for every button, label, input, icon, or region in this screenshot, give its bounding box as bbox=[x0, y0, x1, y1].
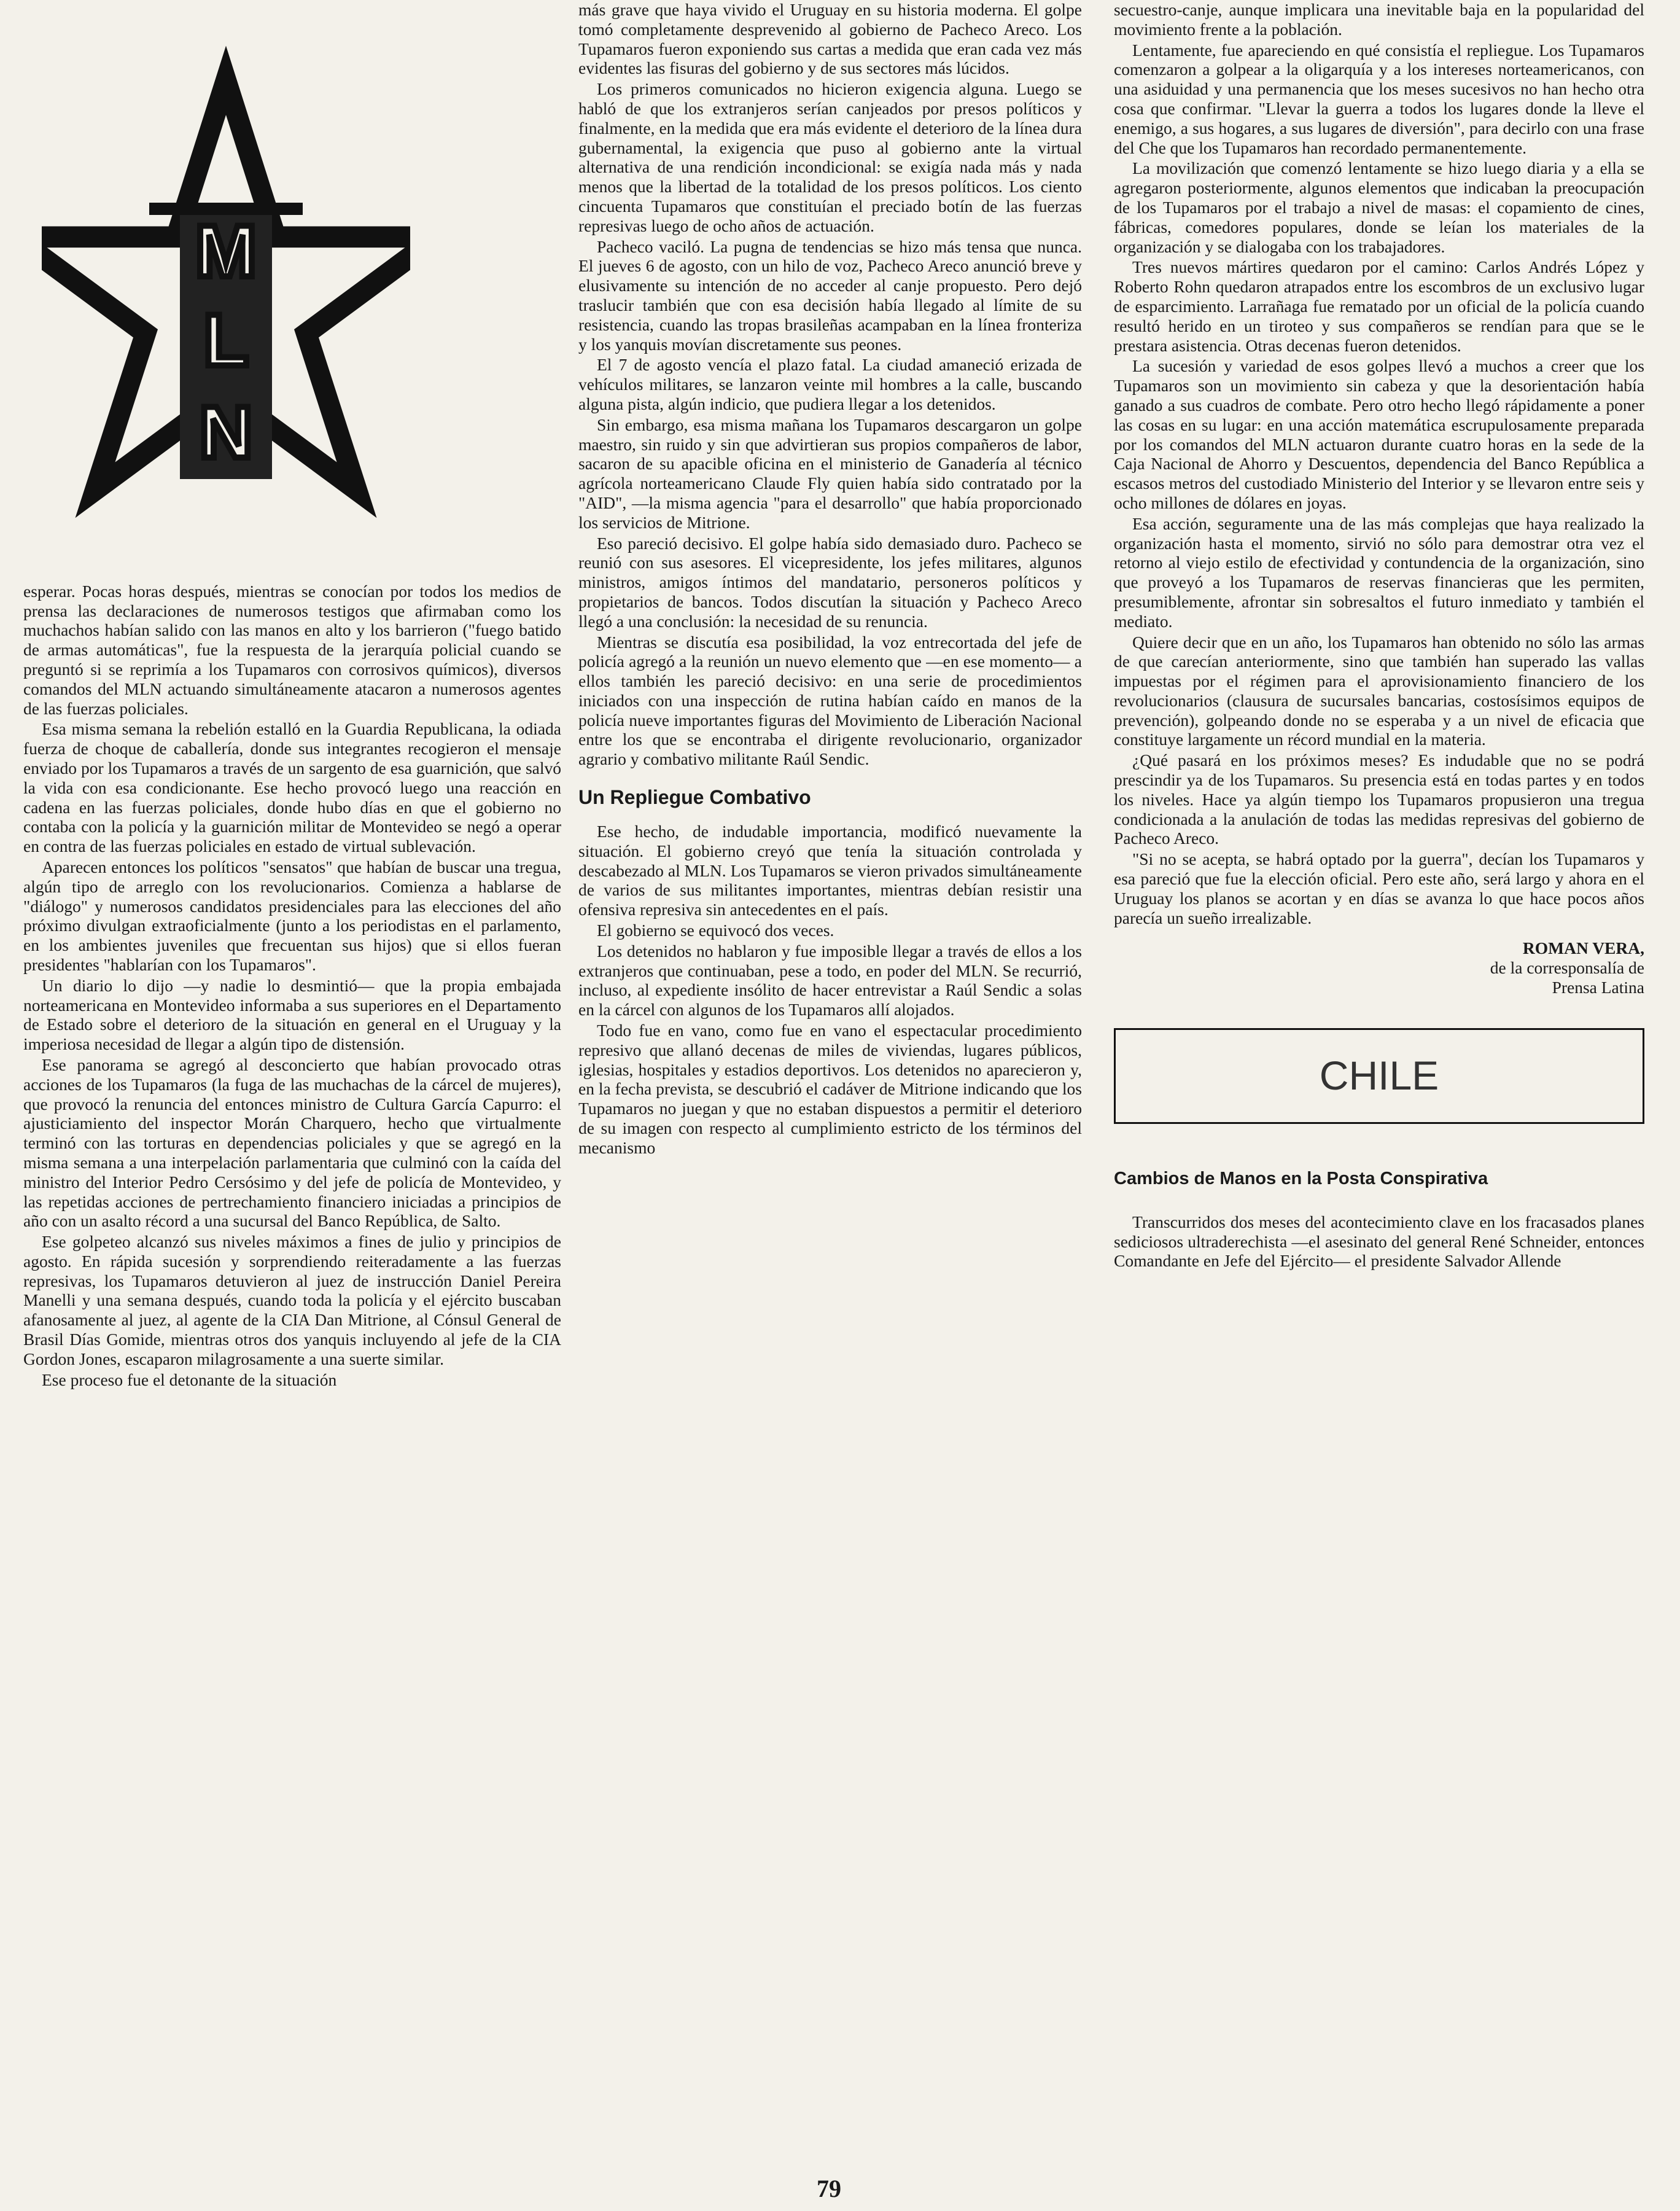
paragraph: más grave que haya vivido el Uruguay en su historia moderna. El golpe tomó completamente desprevenido al gobierno de Pacheco Areco. Los Tupamaros fueron exponiendo sus cartas a medida que eran cada vez más evidentes las fisuras del gobierno y de sus sectores más lúcidos. bbox=[578, 0, 1082, 78]
paragraph: Mientras se discutía esa posibilidad, la voz entrecortada del jefe de policía agregó a la reunión un nuevo elemento que —en ese momento— a ellos también les pareció decisivo: en una serie de procedimientos iniciados con una inspección de rutina habían caído en manos de la policía nueve importantes figuras del Movimiento de Liberación Nacional entre los que se encontraba el dirigente revolucionario, organizador agrario y combativo militante Raúl Sendic. bbox=[578, 632, 1082, 769]
section-box-chile: CHILE bbox=[1114, 1028, 1644, 1124]
page-number: 79 bbox=[817, 2175, 841, 2202]
paragraph: La movilización que comenzó lentamente se hizo luego diaria y a ella se agregaron posteriormente, algunos elementos que indicaban la preocupación de los Tupamaros por el trabajo a nivel de masas: el copamiento de cines, fábricas, comedores populares, donde se leían los materiales de la organización y se dialogaba con los trabajadores. bbox=[1114, 158, 1644, 256]
paragraph: Lentamente, fue apareciendo en qué consistía el repliegue. Los Tupamaros comenzaron a golpear a la oligarquía y a los intereses norteamericanos, con una asiduidad y una permanencia que los meses sucesivos no han hecho otra cosa que confirmar. "Llevar la guerra a todos los lugares donde la lleve el enemigo, a sus hogares, a sus lugares de diversión", para decirlo con una frase del Che que los Tupamaros han recordado permanentemente. bbox=[1114, 40, 1644, 157]
paragraph: Aparecen entonces los políticos "sensatos" que habían de buscar una tregua, algún tipo de arreglo con los revolucionarios. Comienza a hablarse de "diálogo" y numerosos candidatos presidenciales para las elecciones del año próximo divulgan extraoficialmente (junto a los periodistas en el parlamento, en los ambientes juveniles que frecuentan sus hijos) que si ellos fueran presidentes "hablarían con los Tupamaros". bbox=[23, 857, 561, 974]
paragraph: El 7 de agosto vencía el plazo fatal. La ciudad amaneció erizada de vehículos militares, se lanzaron veinte mil hombres a la calle, buscando alguna pista, algún indicio, que pudiera llegar a los detenidos. bbox=[578, 355, 1082, 413]
signature-author: ROMAN VERA, bbox=[1522, 938, 1644, 958]
chile-subheading: Cambios de Manos en la Posta Conspirativa bbox=[1114, 1168, 1488, 1188]
article-column-2 bbox=[578, 0, 1082, 2119]
paragraph: La sucesión y variedad de esos golpes llevó a muchos a creer que los Tupamaros son un movimiento sin cabeza y que la desorientación había ganado a sus cuadros de combate. Pero otro hecho llegó rápidamente a poner las cosas en su lugar: en una acción matemática escrupulosamente preparada por los comandos del MLN actuaron durante cuatro horas en la sede de la Caja Nacional de Ahorro y Descuentos, dependencia del Banco República a escasos metros del custodiado Ministerio del Interior y se llevaron entre seis y ocho millones de dólares en joyas. bbox=[1114, 356, 1644, 512]
paragraph: Transcurridos dos meses del acontecimiento clave en los fracasados planes sediciosos ultraderechista —el asesinato del general René Schneider, entonces Comandante en Jefe del Ejército— el presidente Salvador Allende bbox=[1114, 1212, 1644, 1271]
paragraph: Ese hecho, de indudable importancia, modificó nuevamente la situación. El gobierno creyó que tenía la situación controlada y descabezado al MLN. Los Tupamaros se vieron privados simultáneamente de varios de sus militantes importantes, mientras debían resistir una ofensiva represiva sin antecedentes en el país. bbox=[578, 822, 1082, 919]
article-column-3 bbox=[1114, 0, 1644, 2119]
paragraph: ¿Qué pasará en los próximos meses? Es indudable que no se podrá prescindir ya de los Tupamaros. Su presencia está en todas partes y en todos los niveles. Hace ya algún tiempo los Tupamaros propusieron una tregua condicionada a la anulación de todas las medidas represivas del gobierno de Pacheco Areco. bbox=[1114, 751, 1644, 848]
paragraph: Pacheco vaciló. La pugna de tendencias se hizo más tensa que nunca. El jueves 6 de agosto, con un hilo de voz, Pacheco Areco anunció breve y elusivamente su intención de no acceder al canje propuesto. Pero dejó traslucir también que con esa decisión había llegado al límite de su resistencia, cuando las tropas brasileñas acampaban en la línea fronteriza y los yanquis movían discretamente sus peones. bbox=[578, 236, 1082, 354]
paragraph: Esa misma semana la rebelión estalló en la Guardia Republicana, la odiada fuerza de choque de caballería, donde sus integrantes recogieron el mensaje enviado por los Tupamaros a través de un sargento de esa guarnición, que salvó la vida con esa condicionante. Ese hecho provocó luego una reacción en cadena en las fuerzas policiales, donde hubo días en que el gobierno no contaba con la policía y la guarnición militar de Montevideo se negó a operar en contra de las fuerzas policiales en estado de virtual sublevación. bbox=[23, 719, 561, 856]
signature-affiliation: de la corresponsalía de bbox=[1490, 958, 1644, 978]
emblem-letter-m: M bbox=[195, 210, 257, 292]
paragraph: Sin embargo, esa misma mañana los Tupamaros descargaron un golpe maestro, sin ruido y sin que advirtieran sus propios compañeros de labor, sacaron de su apacible oficina en el ministerio de Ganadería al técnico agrícola norteamericano Claude Fly quien había sido contratado por la "AID", —la misma agencia "para el desarrollo" que había proporcionado los servicios de Mitrione. bbox=[578, 415, 1082, 532]
paragraph: Esa acción, seguramente una de las más complejas que haya realizado la organización hasta el momento, sirvió no sólo para demostrar otra vez el retorno al viejo estilo de efectividad y contundencia de la organización, sino que proveyó a los Tupamaros de reservas financieras que les permiten, presumiblemente, afrontar sin sobresaltos el futuro inmediato y también el mediato. bbox=[1114, 513, 1644, 631]
paragraph: El gobierno se equivocó dos veces. bbox=[597, 921, 834, 940]
paragraph: Los primeros comunicados no hicieron exigencia alguna. Luego se habló de que los extranjeros serían canjeados por presos políticos y finalmente, en la medida que era más evidente el deterioro de la línea dura gubernamental, la exigencia que puso al gobierno ante la virtual alternativa de una rendición incondicional: se exigía nada más y nada menos que la libertad de la totalidad de los presos políticos. Los ciento cincuenta Tupamaros que constituían el preciado botín de las fuerzas represivas luego de ocho años de actuación. bbox=[578, 79, 1082, 235]
signature-agency: Prensa Latina bbox=[1552, 978, 1644, 997]
paragraph: Ese panorama se agregó al desconcierto que habían provocado otras acciones de los Tupamaros (la fuga de las muchachas de la cárcel de mujeres), que provocó la renuncia del entonces ministro de Cultura García Capurro: el ajusticiamiento del inspector Morán Charquero, hecho que virtualmente terminó con las torturas en dependencias policiales y que se agregó en la misma semana a una interpelación parlamentaria que culminó con la caída del ministro del Interior Pedro Cersósimo y del jefe de policía de Montevideo, y las repetidas acciones de pertrechamiento financiero iniciadas a principios de año con un asalto récord a una sucursal del Banco República, de Salto. bbox=[23, 1055, 561, 1231]
paragraph: Ese golpeteo alcanzó sus niveles máximos a fines de julio y principios de agosto. En rápida sucesión y sorprendiendo reiteradamente a las fuerzas represivas, los Tupamaros detuvieron al juez de instrucción Daniel Pereira Manelli y una semana después, cuando toda la policía y el ejército buscaban afanosamente al juez, al agente de la CIA Dan Mitrione, al Cónsul General de Brasil Días Gomide, mientras otros dos yanquis incluyendo al jefe de la CIA Gordon Jones, escaparon milagrosamente a una suerte similar. bbox=[23, 1232, 561, 1368]
emblem-letter-n: N bbox=[199, 391, 253, 474]
section-subheading: Un Repliegue Combativo bbox=[578, 786, 811, 809]
paragraph: Ese proceso fue el detonante de la situación bbox=[42, 1370, 337, 1389]
paragraph: Tres nuevos mártires quedaron por el camino: Carlos Andrés López y Roberto Rohn quedaron atrapados entre los escombros de un exclusivo lugar de esparcimiento. Larrañaga fue rematado por un oficial de la policía cuando resultó herido en un tiroteo y sus compañeros se rendían para que se le prestara asistencia. Otras decenas fueron detenidos. bbox=[1114, 257, 1644, 355]
emblem-letter-l: L bbox=[203, 299, 249, 381]
paragraph: Todo fue en vano, como fue en vano el espectacular procedimiento represivo que allanó decenas de miles de viviendas, lugares públicos, iglesias, hospitales y estadios deportivos. Los detenidos no aparecieron y, en la fecha prevista, se descubrió el cadáver de Mitrione indicando que los Tupamaros no juegan y que no estaban dispuestos a permitir el deterioro de su imagen con respecto al cumplimiento estricto de los términos del mecanismo bbox=[578, 1021, 1082, 1157]
mln-star-emblem-icon bbox=[42, 6, 410, 559]
paragraph: secuestro-canje, aunque implicara una inevitable baja en la popularidad del movimiento frente a la población. bbox=[1114, 0, 1644, 39]
paragraph: Quiere decir que en un año, los Tupamaros han obtenido no sólo las armas de que carecían anteriormente, sino que también han superado las vallas impuestas por el régimen para el aprovisionamiento financiero de los revolucionarios (clausura de sucursales bancarias, costosísimos equipos de prevención), golpeando donde no se esperaba y a un nivel de eficacia que constituye largamente un récord mundial en la materia. bbox=[1114, 632, 1644, 749]
paragraph: Eso pareció decisivo. El golpe había sido demasiado duro. Pacheco se reunió con sus asesores. El vicepresidente, los jefes militares, algunos ministros, amigos íntimos del mandatario, personeros políticos y propietarios de bancos. Todos discutían la situación y Pacheco Areco llegó a una conclusión: la necesidad de su renuncia. bbox=[578, 533, 1082, 631]
paragraph: esperar. Pocas horas después, mientras se conocían por todos los medios de prensa las declaraciones de numerosos testigos que afirmaban como los muchachos habían salido con las manos en alto y los barrieron ("fuego batido de armas automáticas", fue la respuesta de la jerarquía policial cuando se preguntó si se reprimía a los Tupamaros con corrosivos químicos), diversos comandos del MLN actuando simultáneamente atacaron a numerosos agentes de las fuerzas policiales. bbox=[23, 581, 561, 718]
article-column-1 bbox=[23, 0, 561, 2119]
paragraph: Un diario lo dijo —y nadie lo desmintió— que la propia embajada norteamericana en Montevideo informaba a sus superiores en el Departamento de Estado sobre el deterioro de la situación en general en el Uruguay y la imperiosa necesidad de llegar a algún tipo de distensión. bbox=[23, 975, 561, 1054]
paragraph: Los detenidos no hablaron y fue imposible llegar a través de ellos a los extranjeros que continuaban, pese a todo, en poder del MLN. Se recurrió, incluso, al expediente insólito de hacer entrevistar a Raúl Sendic a solas en la cárcel con algunos de los Tupamaros allí alojados. bbox=[578, 941, 1082, 1020]
paragraph: "Si no se acepta, se habrá optado por la guerra", decían los Tupamaros y esa pareció que fue la elección oficial. Pero este año, será largo y ahora en el Uruguay los planos se acortan y en días se avanza lo que hace pocos años parecía un sueño irrealizable. bbox=[1114, 849, 1644, 927]
article-signature bbox=[1114, 938, 1644, 997]
